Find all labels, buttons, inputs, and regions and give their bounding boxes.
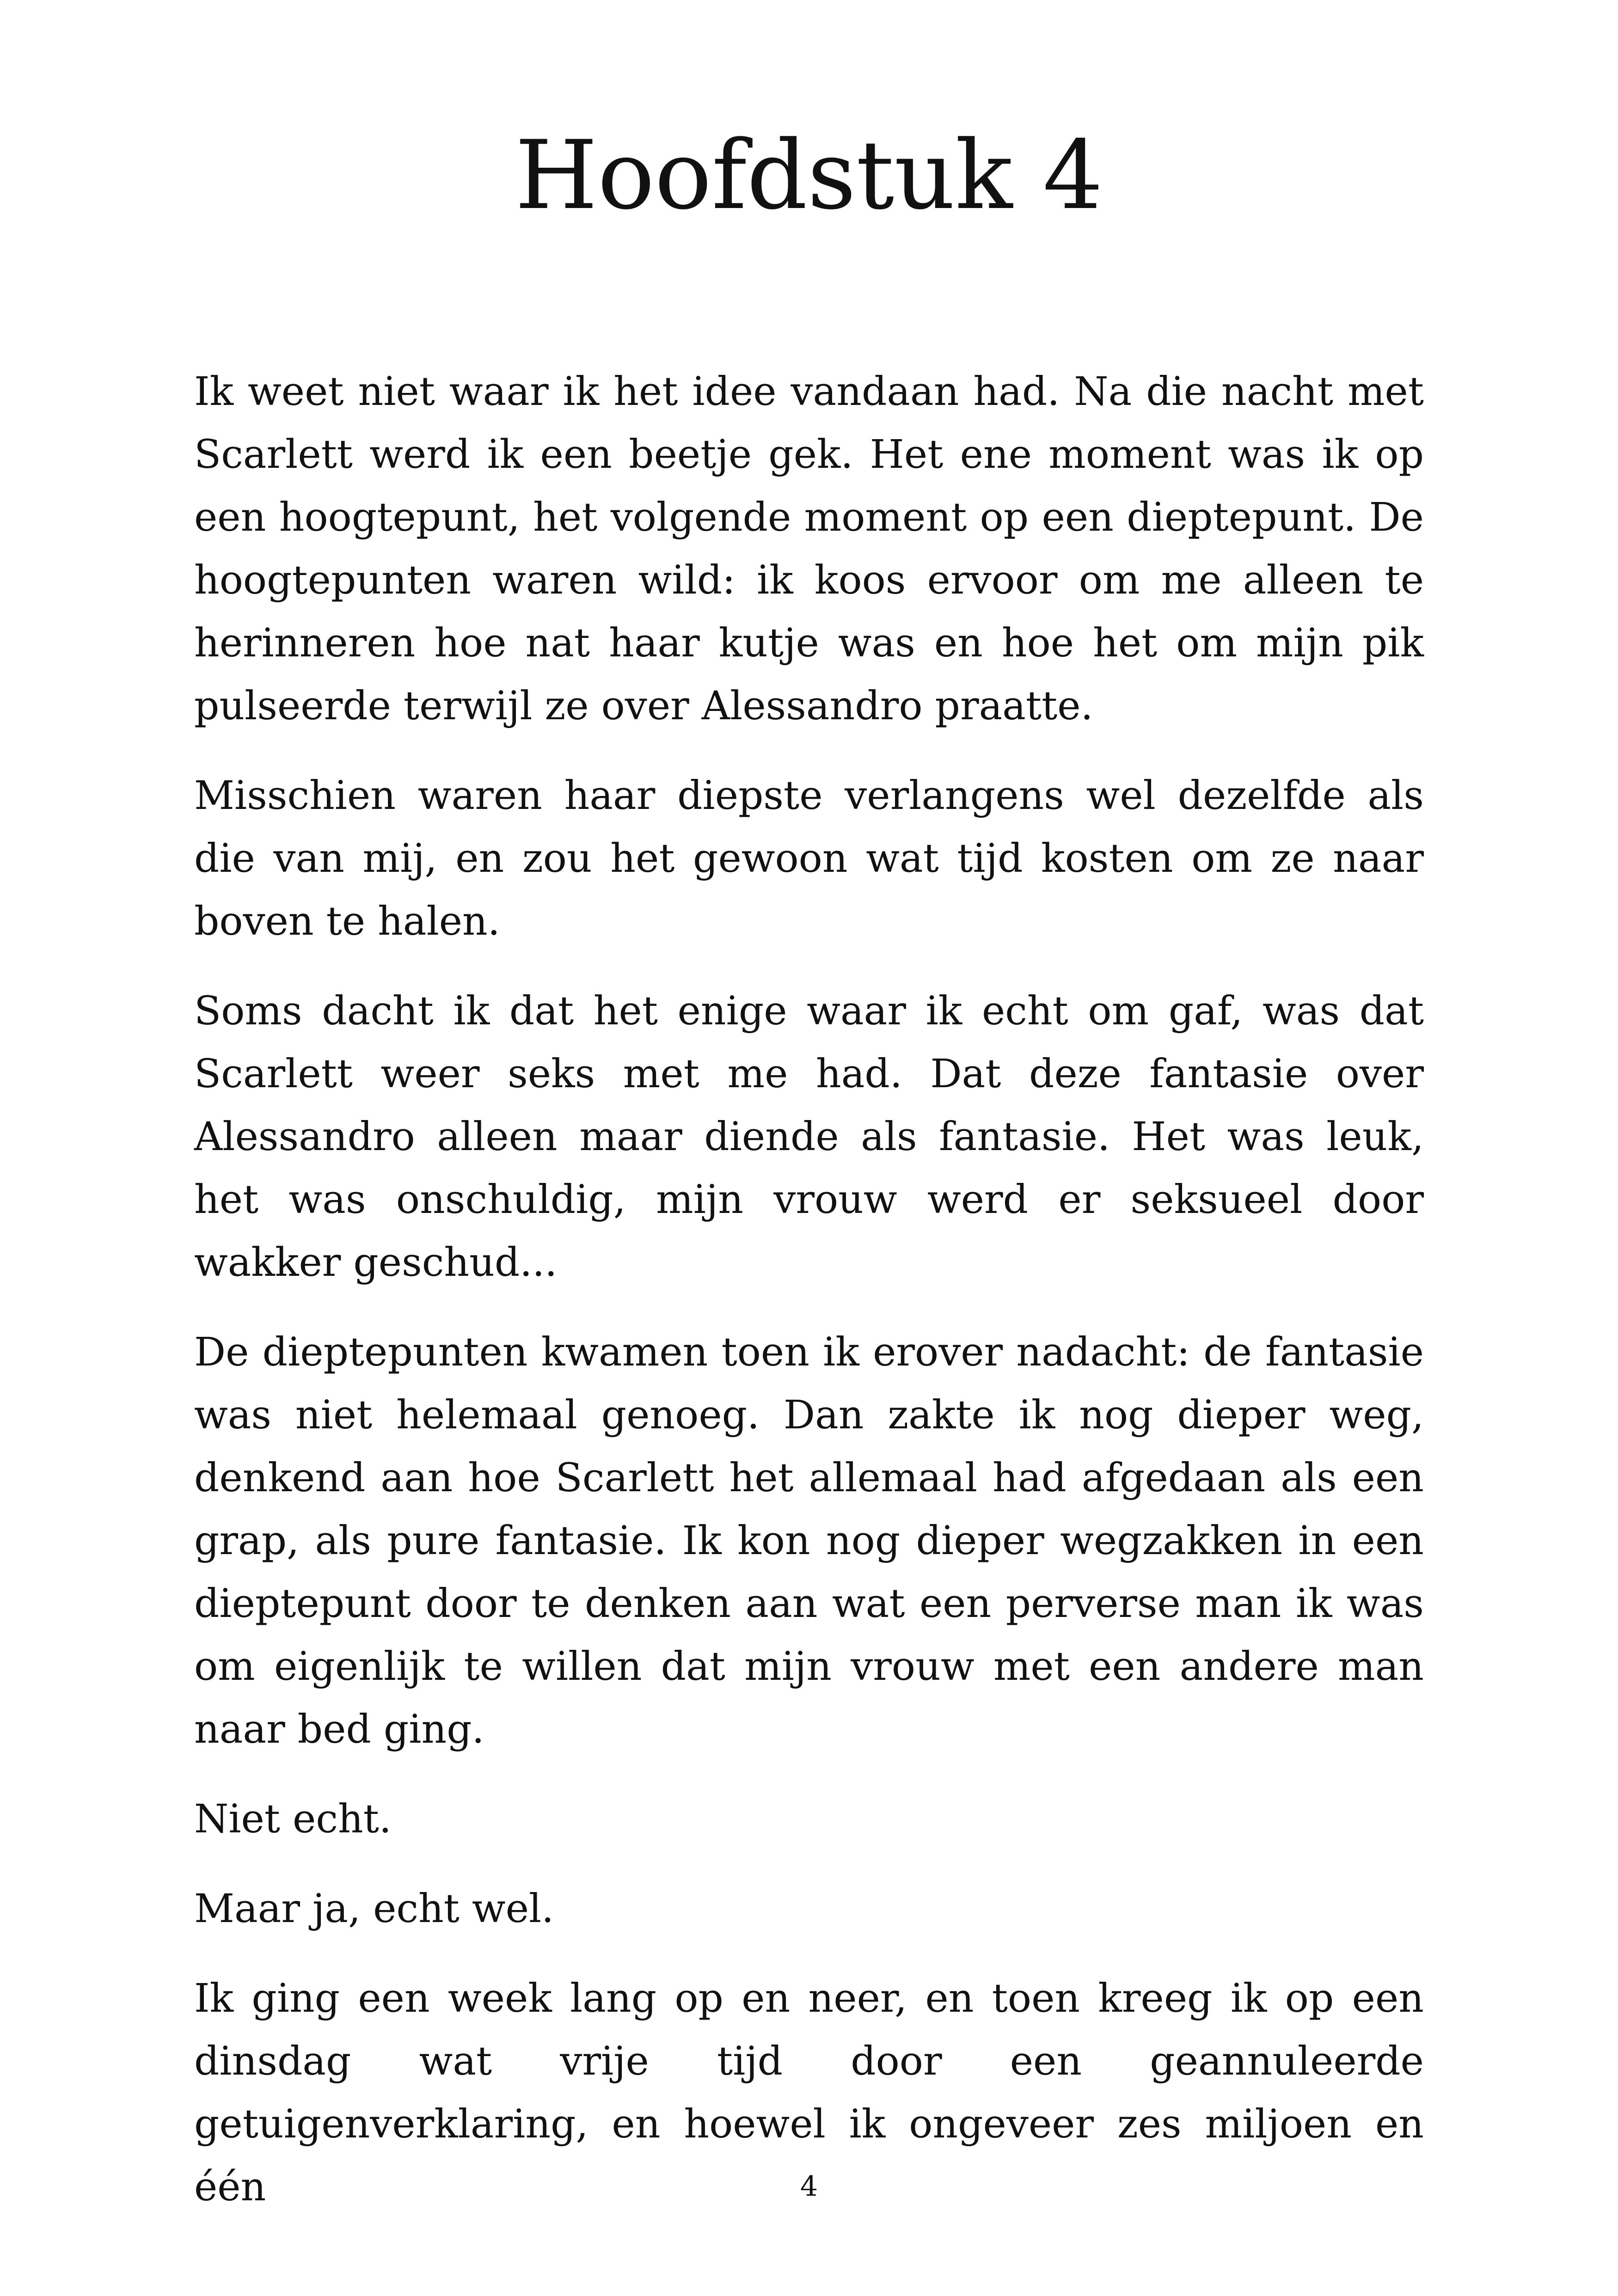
paragraph-1: Ik weet niet waar ik het idee vandaan had. Na die nacht met Scarlett werd ik een beetje gek. Het ene moment was ik op een hoogtepunt, het volgende moment op een dieptepunt. De hoogtepunten waren wild: ik koos ervoor om me alleen te herinneren hoe nat haar kutje was en hoe het om mijn pik pulseerde terwijl ze over Alessandro praatte. bbox=[194, 369, 1424, 729]
paragraph-5: Niet echt. bbox=[194, 1796, 392, 1842]
paragraph-3: Soms dacht ik dat het enige waar ik echt om gaf, was dat Scarlett weer seks met me had. Dat deze fantasie over Alessandro alleen maar diende als fantasie. Het was leuk, het was onschuldig, mijn vrouw werd er seksueel door wakker geschud... bbox=[194, 988, 1424, 1286]
page-number: 4 bbox=[800, 2170, 818, 2203]
chapter-title: Hoofdstuk 4 bbox=[515, 121, 1103, 231]
paragraph-2: Misschien waren haar diepste verlangens wel dezelfde als die van mij, en zou het gewoon wat tijd kosten om ze naar boven te halen. bbox=[194, 773, 1424, 944]
chapter-body bbox=[194, 361, 1424, 2246]
paragraph-6: Maar ja, echt wel. bbox=[194, 1886, 554, 1932]
paragraph-4: De dieptepunten kwamen toen ik erover nadacht: de fantasie was niet helemaal genoeg. Dan zakte ik nog dieper weg, denkend aan hoe Scarlett het allemaal had afgedaan als een grap, als pure fantasie. Ik kon nog dieper wegzakken in een dieptepunt door te denken aan wat een perverse man ik was om eigenlijk te willen dat mijn vrouw met een andere man naar bed ging. bbox=[194, 1329, 1424, 1752]
paragraph-7: Ik ging een week lang op en neer, en toen kreeg ik op een dinsdag wat vrije tijd door een geannuleerde getuigenverklaring, en hoewel ik ongeveer zes miljoen en één bbox=[194, 1976, 1424, 2210]
